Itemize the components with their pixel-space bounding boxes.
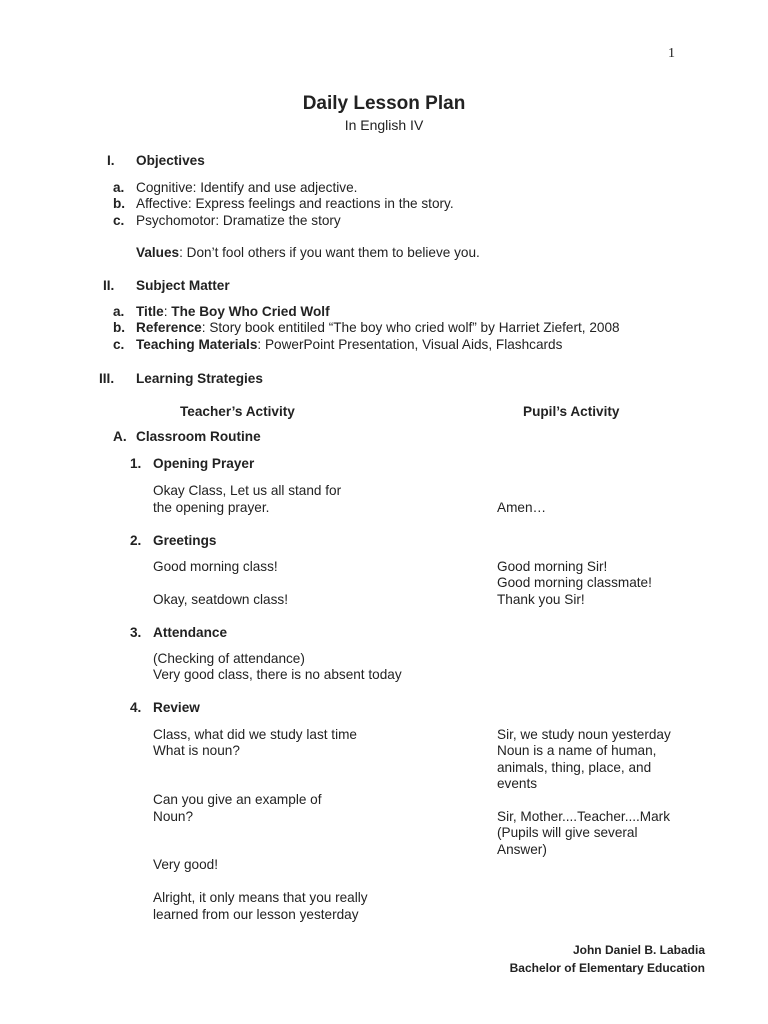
section-heading: Objectives [136, 153, 205, 168]
footer-degree: Bachelor of Elementary Education [509, 961, 705, 975]
objective-item: Affective: Express feelings and reactions in the story. [136, 196, 454, 211]
pupil-line: Answer) [497, 842, 547, 857]
teacher-line: Okay, seatdown class! [153, 592, 288, 607]
step-title: Opening Prayer [153, 456, 255, 471]
subsection-title: Classroom Routine [136, 429, 261, 444]
pupil-column-header: Pupil’s Activity [523, 404, 620, 419]
list-letter: a. [113, 304, 125, 319]
teacher-column-header: Teacher’s Activity [180, 404, 295, 419]
subsection-letter: A. [113, 429, 127, 444]
teacher-line: Okay Class, Let us all stand for [153, 483, 342, 498]
step-title: Review [153, 700, 200, 715]
values-label: Values [136, 245, 180, 260]
list-letter: c. [113, 337, 125, 352]
section-numeral: II. [103, 278, 115, 293]
subject-item-reference [136, 320, 620, 337]
step-title: Greetings [153, 533, 217, 548]
teacher-line: learned from our lesson yesterday [153, 907, 359, 922]
teacher-line: Can you give an example of [153, 792, 322, 807]
page-title: Daily Lesson Plan [302, 93, 466, 114]
footer-author-name: John Daniel B. Labadia [572, 943, 705, 957]
objective-item: Cognitive: Identify and use adjective. [136, 180, 358, 195]
pupil-line: Sir, we study noun yesterday [497, 727, 671, 742]
teacher-line: What is noun? [153, 743, 240, 758]
objective-item: Psychomotor: Dramatize the story [136, 213, 341, 228]
item-value: PowerPoint Presentation, Visual Aids, Flashcards [264, 337, 563, 352]
pupil-line: Good morning classmate! [497, 575, 652, 590]
step-number: 2. [130, 533, 142, 548]
section-heading: Learning Strategies [136, 371, 263, 386]
subject-item-title [136, 304, 330, 321]
page-subtitle: In English IV [344, 117, 424, 133]
teacher-line: Good morning class! [153, 559, 278, 574]
list-letter: b. [113, 320, 126, 335]
teacher-line: Alright, it only means that you really [153, 890, 368, 905]
pupil-line: Good morning Sir! [497, 559, 608, 574]
item-sep: : [163, 304, 172, 319]
list-letter: c. [113, 213, 125, 228]
item-value: The Boy Who Cried Wolf [171, 304, 330, 319]
section-numeral: I. [107, 153, 115, 168]
step-number: 4. [130, 700, 142, 715]
teacher-line: Very good class, there is no absent today [153, 667, 402, 682]
step-number: 3. [130, 625, 142, 640]
pupil-line: (Pupils will give several [497, 825, 638, 840]
step-title: Attendance [153, 625, 228, 640]
values-text: : Don’t fool others if you want them to believe you. [179, 245, 480, 260]
item-sep: : [201, 320, 210, 335]
item-value: Story book entitiled “The boy who cried wolf” by Harriet Ziefert, 2008 [209, 320, 620, 335]
section-heading: Subject Matter [136, 278, 230, 293]
step-number: 1. [130, 456, 142, 471]
pupil-line: Noun is a name of human, [497, 743, 657, 758]
pupil-line: Thank you Sir! [497, 592, 585, 607]
pupil-line: Amen… [497, 500, 547, 515]
item-sep: : [257, 337, 265, 352]
teacher-line: the opening prayer. [153, 500, 270, 515]
item-label: Reference [136, 320, 202, 335]
list-letter: b. [113, 196, 126, 211]
list-letter: a. [113, 180, 125, 195]
teacher-line: Noun? [153, 809, 194, 824]
item-label: Teaching Materials [136, 337, 258, 352]
section-numeral: III. [99, 371, 115, 386]
pupil-line: animals, thing, place, and [497, 760, 652, 775]
pupil-line: Sir, Mother....Teacher....Mark [497, 809, 671, 824]
subject-item-materials [136, 337, 562, 354]
pupil-line: events [497, 776, 538, 791]
item-label: Title [136, 304, 164, 319]
teacher-line: (Checking of attendance) [153, 651, 305, 666]
values-line [136, 245, 480, 262]
teacher-line: Very good! [153, 857, 218, 872]
teacher-line: Class, what did we study last time [153, 727, 357, 742]
page-number: 1 [668, 46, 675, 61]
